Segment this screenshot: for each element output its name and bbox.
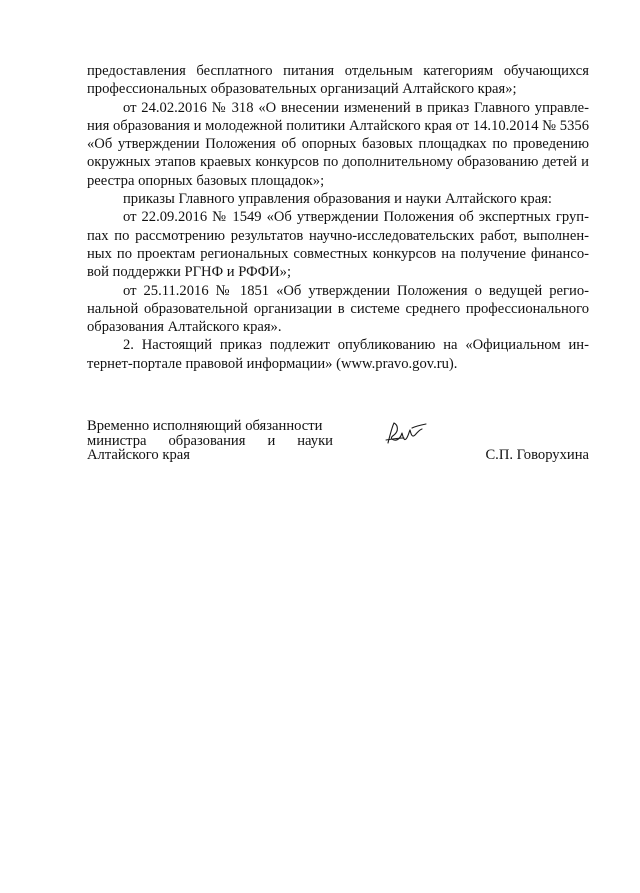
paragraph-publication-clause: 2. Настоящий приказ подлежит опубликованию на «Официальном интернет-портале правовой информации» (www.pravo.gov.ru). — [87, 337, 589, 372]
document-body — [87, 62, 589, 373]
signatory-name: С.П. Говорухина — [485, 447, 589, 463]
signatory-title-line-2 — [87, 434, 333, 449]
paragraph-order-318: от 24.02.2016 № 318 «О внесении изменений в приказ Главного управления образования и молодежной политики Алтайского края от 14.10.2014 № 5356 «Об утверждении Положения об опорных базовых площадках по проведению окружных этапов краевых конкурсов по дополнительному образованию детей и реестра опорных базовых площадок»; — [87, 99, 589, 189]
signatory-title — [87, 419, 333, 463]
signatory-title-line-3: Алтайского края — [87, 447, 190, 463]
paragraph-orders-heading: приказы Главного управления образования и науки Алтайского края: — [123, 191, 552, 208]
signatory-title-word: и — [267, 432, 276, 449]
paragraph-order-1851: от 25.11.2016 № 1851 «Об утверждении Положения о ведущей региональной образовательной организации в системе среднего профессионального образования Алтайского края». — [87, 282, 589, 336]
signatory-title-word: науки — [297, 432, 333, 449]
signatory-title-word: образования — [168, 432, 246, 449]
signatory-title-word: министра — [87, 432, 147, 449]
handwritten-signature-icon — [382, 419, 430, 451]
paragraph-continuation: предоставления бесплатного питания отдельным категориям обучающихся профессиональных образовательных организаций Алтайского края»; — [87, 63, 589, 98]
paragraph-order-1549: от 22.09.2016 № 1549 «Об утверждении Положения об экспертных группах по рассмотрению результатов научно-исследовательских работ, выполненных по проектам региональных совместных конкурсов на получение финансовой поддержки РГНФ и РФФИ»; — [87, 209, 589, 281]
signature-block — [87, 419, 589, 479]
signatory-title-line-1: Временно исполняющий обязанности — [87, 418, 323, 434]
